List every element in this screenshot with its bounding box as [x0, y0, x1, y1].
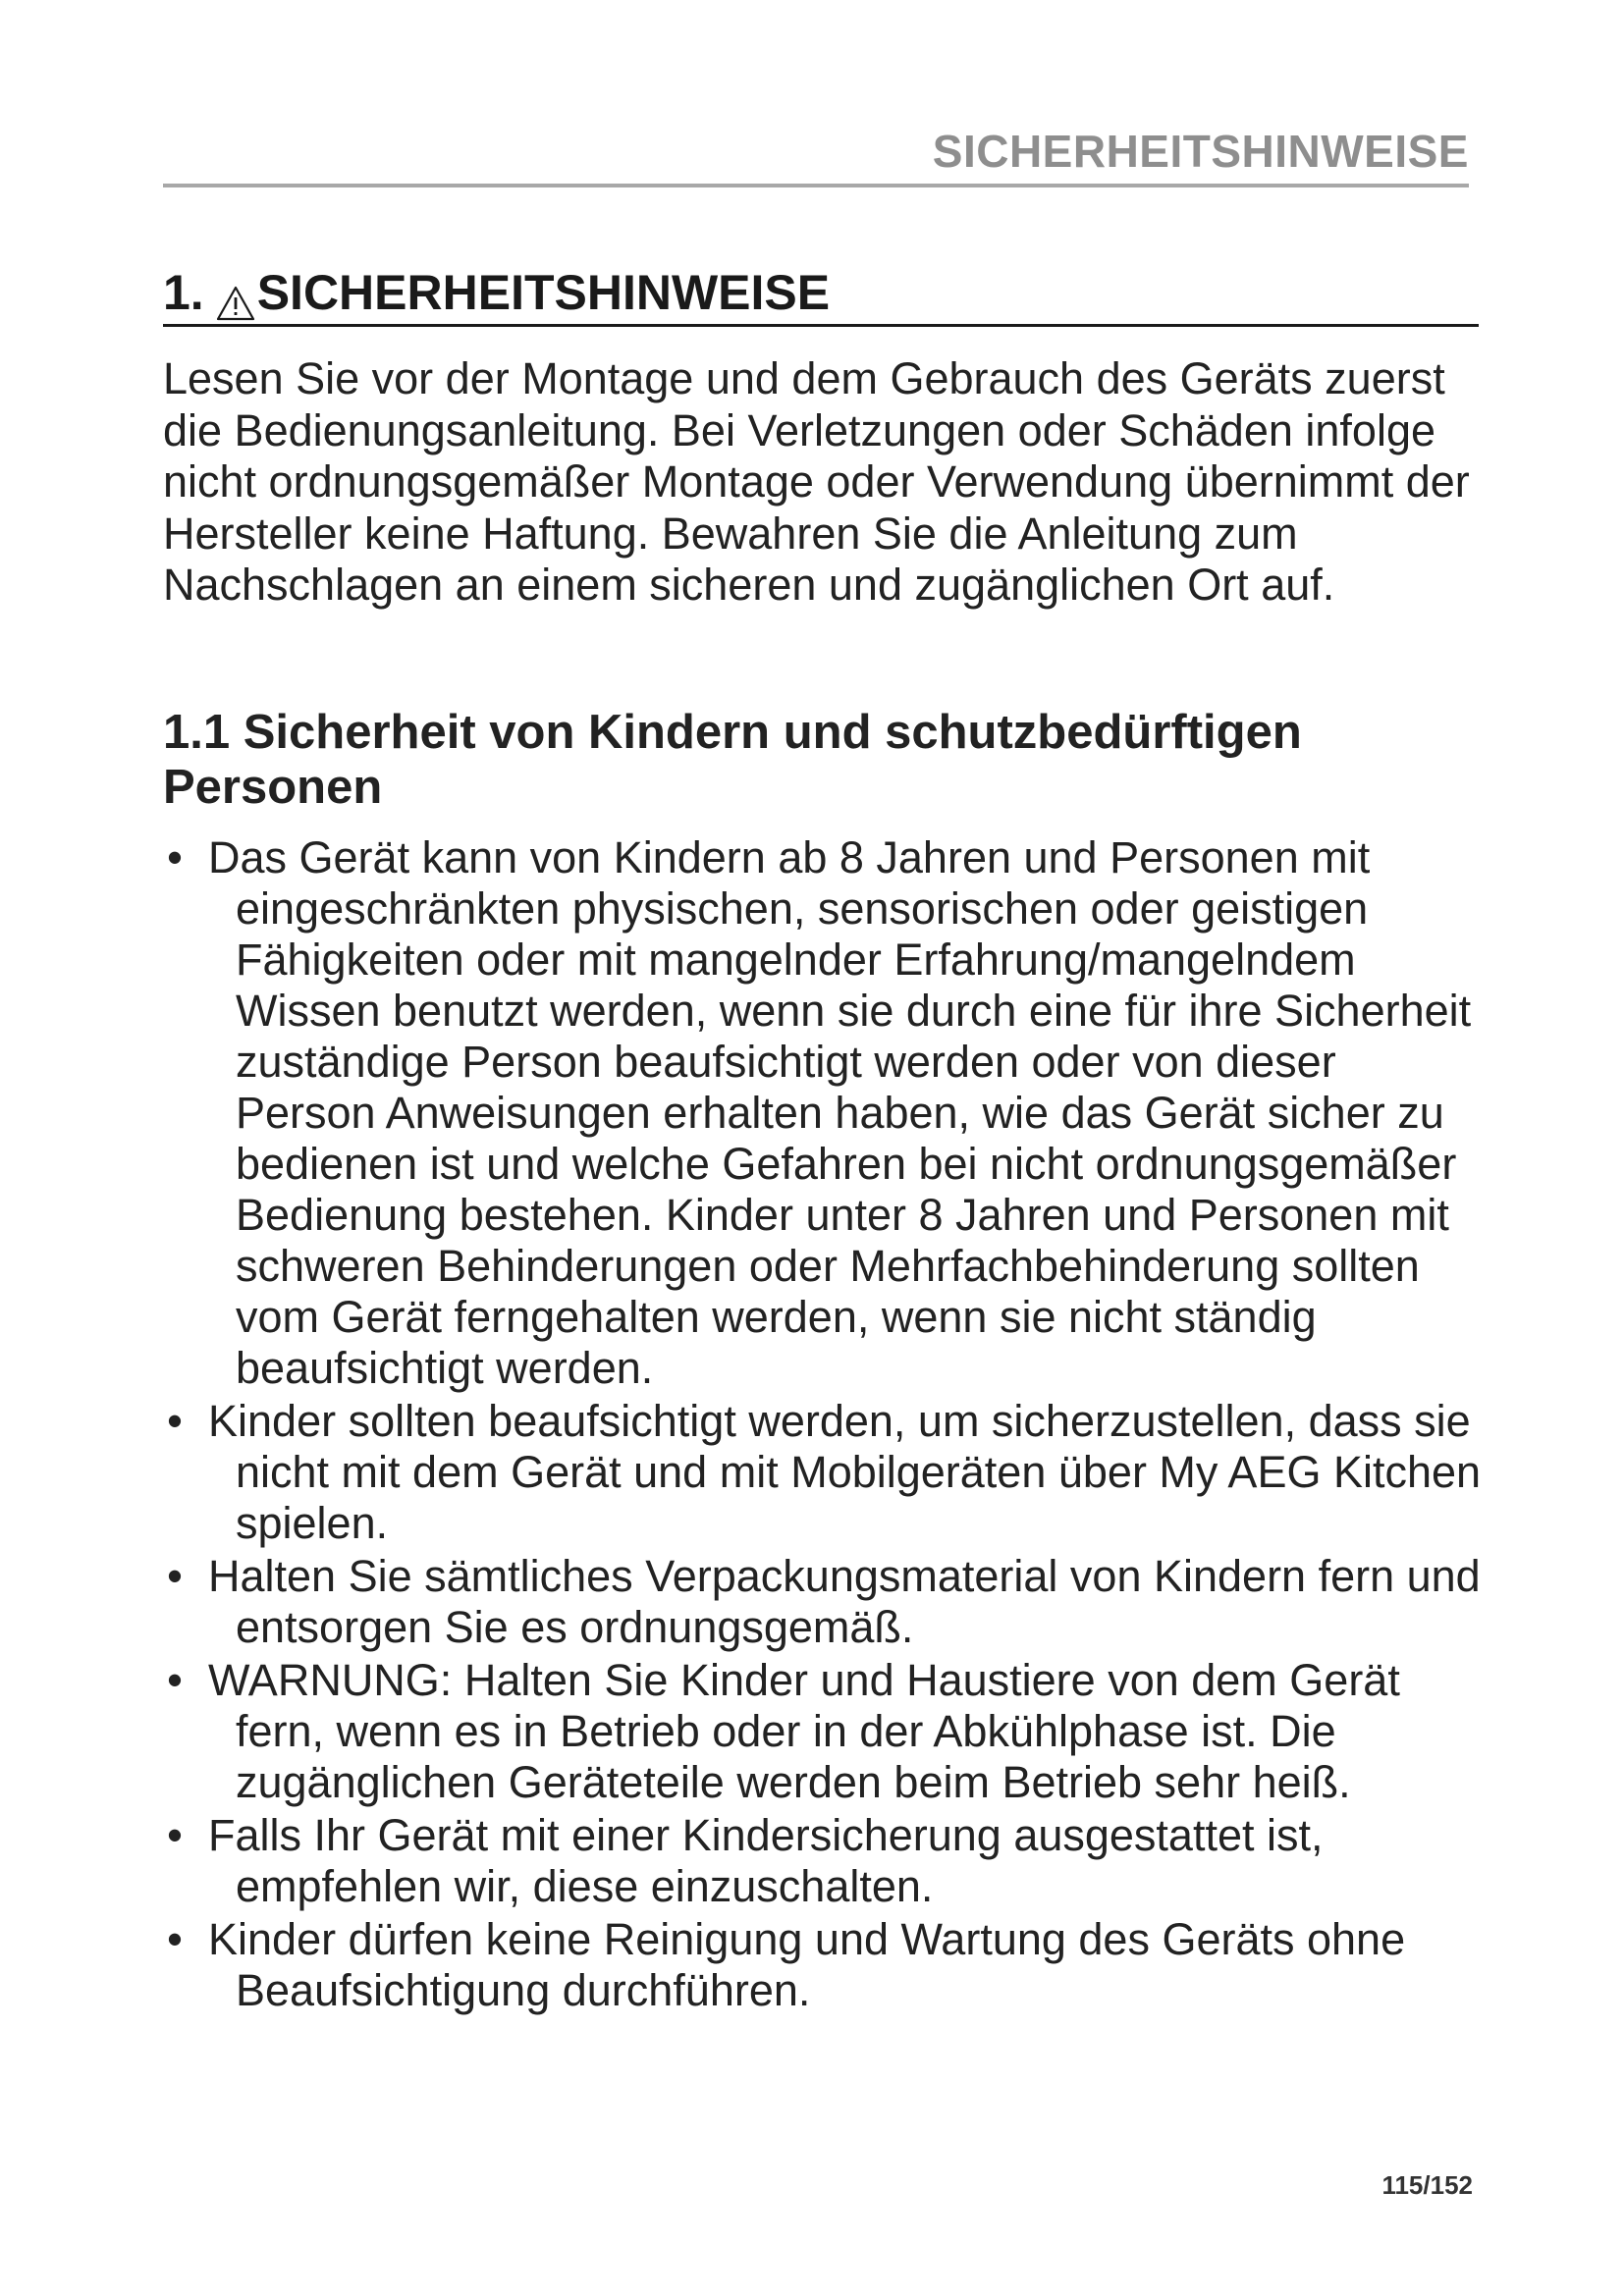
bullet-icon: •	[167, 1655, 183, 1705]
list-item	[163, 1810, 1484, 1912]
running-header: SICHERHEITSHINWEISE	[932, 126, 1469, 177]
subsection-title: 1.1 Sicherheit von Kindern und schutzbedürftigen Personen	[163, 706, 1302, 814]
bullet-icon: •	[167, 1551, 183, 1601]
section-title	[163, 263, 1479, 322]
list-item	[163, 1655, 1484, 1808]
list-item-text: WARNUNG: Halten Sie Kinder und Haustiere von dem Gerät fern, wenn es in Betrieb oder in der Abkühlphase ist. Die zugänglichen Geräteteile werden beim Betrieb sehr heiß.	[208, 1655, 1400, 1807]
section-number: 1.	[163, 265, 204, 320]
bullet-icon: •	[167, 832, 183, 882]
bullet-icon: •	[167, 1914, 183, 1964]
warning-triangle-icon	[216, 275, 255, 310]
list-item	[163, 832, 1484, 1394]
list-item-text: Halten Sie sämtliches Verpackungsmaterial von Kindern fern und entsorgen Sie es ordnungsgemäß.	[208, 1551, 1481, 1652]
list-item-text: Kinder sollten beaufsichtigt werden, um sicherzustellen, dass sie nicht mit dem Gerät und mit Mobilgeräten über My AEG Kitchen spielen.	[208, 1396, 1482, 1548]
list-item	[163, 1396, 1484, 1549]
list-item-text: Kinder dürfen keine Reinigung und Wartung des Geräts ohne Beaufsichtigung durchführen.	[208, 1914, 1406, 2015]
list-item	[163, 1551, 1484, 1653]
intro-paragraph	[163, 353, 1479, 612]
list-item-text: Das Gerät kann von Kindern ab 8 Jahren und Personen mit eingeschränkten physischen, sensorischen oder geistigen Fähigkeiten oder mit mangelnder Erfahrung/mangelndem Wissen benutzt werden, wenn sie durch eine für ihre Sicherheit zuständige Person beaufsichtigt werden oder von dieser Person Anweisungen erhalten haben, wie das Gerät sicher zu bedienen ist und welche Gefahren bei nicht ordnungsgemäßer Bedienung bestehen. Kinder unter 8 Jahren und Personen mit schweren Behinderungen oder Mehrfachbehinderung sollten vom Gerät ferngehalten werden, wenn sie nicht ständig beaufsichtigt werden.	[208, 832, 1472, 1393]
list-item	[163, 1914, 1484, 2016]
header-divider	[163, 184, 1469, 187]
intro-text: Lesen Sie vor der Montage und dem Gebrauch des Geräts zuerst die Bedienungsanleitung. Bei Verletzungen oder Schäden infolge nicht ordnungsgemäßer Montage oder Verwendung übernimmt der Hersteller keine Haftung. Bewahren Sie die Anleitung zum Nachschlagen an einem sicheren und zugänglichen Ort auf.	[163, 353, 1470, 610]
page-number: 115/152	[1381, 2170, 1473, 2200]
bullet-icon: •	[167, 1810, 183, 1860]
list-item-text: Falls Ihr Gerät mit einer Kindersicherung ausgestattet ist, empfehlen wir, diese einzuschalten.	[208, 1810, 1324, 1911]
bullet-icon: •	[167, 1396, 183, 1446]
title-divider	[163, 324, 1479, 327]
bullet-list	[163, 832, 1484, 2018]
section-title-text: SICHERHEITSHINWEISE	[256, 265, 831, 320]
